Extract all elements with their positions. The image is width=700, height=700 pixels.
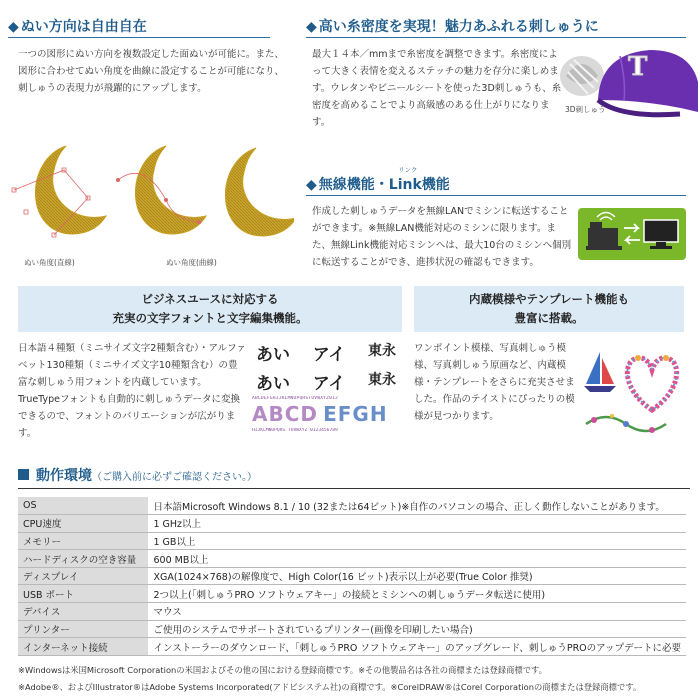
table-row <box>18 567 686 585</box>
spec-label: メモリー <box>18 532 148 550</box>
fonts-title-line1: ビジネスユースに対応する <box>141 292 279 306</box>
patterns-title-band <box>414 286 684 332</box>
crescent-illustrations <box>4 140 294 265</box>
table-row <box>18 532 686 550</box>
font-sample: アイ <box>312 374 346 394</box>
vine-border-icon <box>586 414 666 433</box>
spec-label: インターネット接続 <box>18 638 148 656</box>
font-sample-small-top: ABCDEFGHIJKLMNOPQRSTUVWXYZ012 <box>252 396 339 401</box>
fonts-text: 日本語４種類（ミニサイズ文字2種類含む）・アルファベット130種類（ミニサイズ文字10種類含む）の豊富な刺しゅう用フォントを内蔵しています。TrueTypeフォントも自動的に刺しゅうデータに変換できるので、フォントのバリエーションが広がります。 <box>18 343 246 439</box>
wireless-text: 作成した刺しゅうデータを無線LANでミシンに転送することができます。※無線LAN機能対応のミシンに限ります。また、無線Link機能対応ミシンへは、最大10台のミシンへ個別に転送することができ、進捗状況の確認もできます。 <box>312 206 572 268</box>
section-title-thread-density: ◆ 高い糸密度を実現！魅力あふれる刺しゅうに <box>306 19 599 35</box>
sailboat-icon <box>584 352 616 392</box>
spec-label: USB ポート <box>18 585 148 603</box>
fonts-title-line2: 充実の文字フォントと文字編集機能。 <box>112 311 308 325</box>
env-square-icon <box>18 469 29 480</box>
table-row <box>18 620 686 638</box>
env-rule <box>18 488 690 489</box>
font-sample: アイ <box>312 345 346 365</box>
title-underline <box>306 37 686 38</box>
spec-value: インストーラーのダウンロード、「刺しゅうPRO ソフトウェアキー」のアップグレード、刺しゅうPROのアップデートに必要 <box>148 638 686 656</box>
table-row <box>18 603 686 621</box>
crescent-straight-icon <box>12 146 106 237</box>
spec-value: 1 GHz以上 <box>148 515 686 533</box>
wireless-transfer-icon <box>578 208 686 260</box>
cap-letter: T <box>628 52 648 82</box>
font-sample: 東永 <box>367 372 396 388</box>
section-title-wireless: ◆ 無線機能・Link機能 <box>306 177 450 193</box>
floral-heart-icon <box>627 355 676 410</box>
patterns-text: ワンポイント模様、写真刺しゅう模様、写真刺しゅう原画など、内蔵模様・テンプレートをさらに充実させました。作品のテイストにぴったりの模様が見つかります。 <box>414 343 575 422</box>
spec-value: マウス <box>148 603 686 621</box>
title-underline <box>8 37 270 38</box>
font-sample-alphabet <box>252 402 388 426</box>
thread-density-text: 最大１４本／mmまで糸密度を調整できます。糸密度によって大きく表情を変えるステッチの魅力を存分に楽しめます。ウレタンやビニールシートを使った3D刺しゅうも、糸密度を高めることでより高級感のある仕上がりになります。 <box>312 49 562 128</box>
spec-value: 日本語Microsoft Windows 8.1 / 10 (32または64ビット)※自作のパソコンの場合、正しく動作しないことがあります。 <box>148 497 686 515</box>
spec-label: プリンター <box>18 620 148 638</box>
table-row <box>18 515 686 533</box>
font-sample: あい <box>256 345 290 365</box>
env-title: 動作環境（ご購入前に必ずご確認ください。） <box>36 468 257 484</box>
spec-value: 2つ以上(「刺しゅうPRO ソフトウェアキー」の接続とミシンへの刺しゅうデータ転送に使用) <box>148 585 686 603</box>
table-row <box>18 585 686 603</box>
env-subtitle: （ご購入前に必ずご確認ください。） <box>92 472 257 483</box>
sew-direction-text: 一つの図形にぬい方向を複数設定した面ぬいが可能に。また、図形に合わせてぬい角度を曲線に設定することが可能になり、刺しゅうの表現力が飛躍的にアップします。 <box>18 49 285 94</box>
crescent-result-icon <box>225 148 294 236</box>
table-row <box>18 550 686 568</box>
title-underline <box>306 195 686 196</box>
font-sample-japanese <box>256 340 396 394</box>
patterns-title-line1: 内蔵模様やテンプレート機能も <box>469 292 629 306</box>
font-sample: あい <box>256 374 290 394</box>
footnote-adobe: ※Adobe®、およびIllustrator®はAdobe Systems Incorporated(アドビシステム社)の商標です。※CorelDRAW®はCorel Corporationの商標または登録商標です。 <box>18 682 642 692</box>
embroidery-patterns-icon <box>582 340 692 440</box>
env-table <box>18 497 686 656</box>
spec-value: 1 GB以上 <box>148 532 686 550</box>
table-row <box>18 638 686 656</box>
spec-label: ディスプレイ <box>18 567 148 585</box>
footnote-windows: ※Windowsは米国Microsoft Corporationの米国およびその他の国における登録商標です。※その他製品名は各社の商標または登録商標です。 <box>18 665 547 675</box>
spec-label: CPU速度 <box>18 515 148 533</box>
ruby-link: リンク <box>398 166 418 174</box>
font-sample: 東永 <box>367 343 396 359</box>
fonts-title-band <box>18 286 402 332</box>
crescent-curve-icon <box>116 146 206 234</box>
font-sample-small-bottom: HIJKLMNOPQRS TUVWXYZ 0123456789 <box>252 428 338 433</box>
section-title-sew-direction: ◆ ぬい方向は自由自在 <box>8 19 147 35</box>
caption-straight: ぬい角度(直線) <box>24 258 75 267</box>
font-sample-big: EFGH <box>323 402 388 426</box>
spec-label: デバイス <box>18 603 148 621</box>
spec-value: ご使用のシステムでサポートされているプリンター(画像を印刷したい場合) <box>148 620 686 638</box>
spec-value: 600 MB以上 <box>148 550 686 568</box>
patterns-title-line2: 豊富に搭載。 <box>514 311 584 325</box>
spec-label: ハードディスクの空き容量 <box>18 550 148 568</box>
caption-3d: 3D刺しゅう <box>565 105 606 114</box>
caption-curve: ぬい角度(曲線) <box>166 258 217 267</box>
font-sample-big: ABCD <box>252 402 319 426</box>
table-row <box>18 497 686 515</box>
spec-label: OS <box>18 497 148 515</box>
spec-value: XGA(1024×768)の解像度で、High Color(16 ビット)表示以上が必要(True Color 推奨) <box>148 567 686 585</box>
